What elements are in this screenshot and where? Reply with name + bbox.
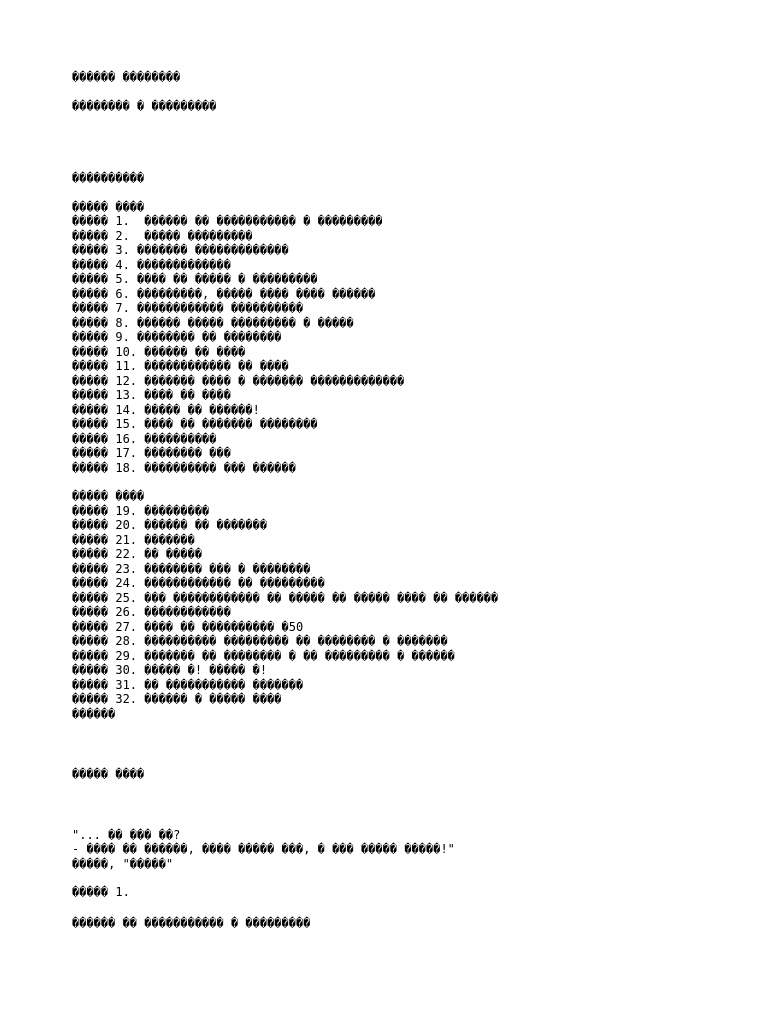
toc-item: ����� 9. �������� �� �������� [72,330,282,344]
toc-item: ����� 30. ����� �! ����� �! [72,663,268,677]
contents-heading: ���������� [72,171,145,185]
toc-item: ����� 2. ����� ��������� [72,228,253,243]
contents-end-marker: ������ [72,706,116,721]
toc-item: ����� 17. �������� ��� [72,446,231,460]
toc-item: ����� 26. ������������ [72,605,231,619]
book-title: ������ �������� [72,70,181,84]
toc-item: ����� 3. ������� ������������� [72,243,289,257]
toc-item: ����� 20. ������ �� ������� [72,518,268,532]
toc-item: ����� 14. ����� �� ������! [72,402,260,417]
toc-item: ����� 21. ������� [72,532,195,547]
toc-item: ����� 28. ���������� ��������� �� �������� � ������� [72,634,448,648]
toc-item: ����� 7. ������������ ���������� [72,301,304,315]
toc-item: ����� 16. ���������� [72,431,217,446]
toc-item: ����� 31. �� ����������� ������� [72,677,304,692]
toc-item: ����� 8. ������ ����� ��������� � ����� [72,315,354,330]
part-one-label: ����� ���� [72,199,145,214]
toc-item: ����� 32. ������ � ����� ���� [72,692,282,706]
toc-item: ����� 19. ��������� [72,503,210,518]
toc-item: ����� 1. ������ �� ����������� � ��������� [72,214,383,228]
toc-item: ����� 4. ������������� [72,257,231,272]
toc-item: ����� 6. ���������, ����� ���� ���� ������ [72,286,376,301]
chapter-title: ������ �� ����������� � ��������� [72,915,311,930]
part-one-chapter-list [72,214,752,475]
toc-item: ����� 23. �������� ��� � �������� [72,561,311,576]
toc-item: ����� 29. ������� �� �������� � �� ��������� � ������ [72,648,455,663]
toc-item: ����� 5. ���� �� ����� � ��������� [72,272,318,286]
toc-item: ����� 10. ������ �� ���� [72,344,246,359]
book-subtitle: �������� � ��������� [72,98,217,113]
body-part-label: ����� ���� [72,767,145,781]
epigraph-line: - ���� �� ������, ���� ����� ���, � ��� ����� �����!" [72,842,455,856]
chapter-label: ����� 1. [72,885,130,899]
epigraph-line: "... �� ��� ��? [72,827,181,842]
toc-item: ����� 13. ���� �� ���� [72,388,231,402]
toc-item: ����� 11. ������������ �� ���� [72,359,289,373]
part-two-label: ����� ���� [72,489,145,503]
toc-item: ����� 25. ��� ������������ �� ����� �� ����� ���� �� ������ [72,590,499,605]
part-two-chapter-list [72,504,752,707]
toc-item: ����� 18. ���������� ��� ������ [72,460,296,475]
toc-item: ����� 27. ���� �� ���������� �50 [72,619,304,634]
toc-item: ����� 24. ������������ �� ��������� [72,576,325,590]
toc-item: ����� 15. ���� �� ������� �������� [72,417,318,431]
toc-item: ����� 22. �� ����� [72,547,203,561]
epigraph [72,828,752,872]
toc-item: ����� 12. ������� ���� � ������� ������������� [72,373,405,388]
epigraph-attribution: �����, "�����" [72,856,174,871]
document-page [72,70,752,930]
